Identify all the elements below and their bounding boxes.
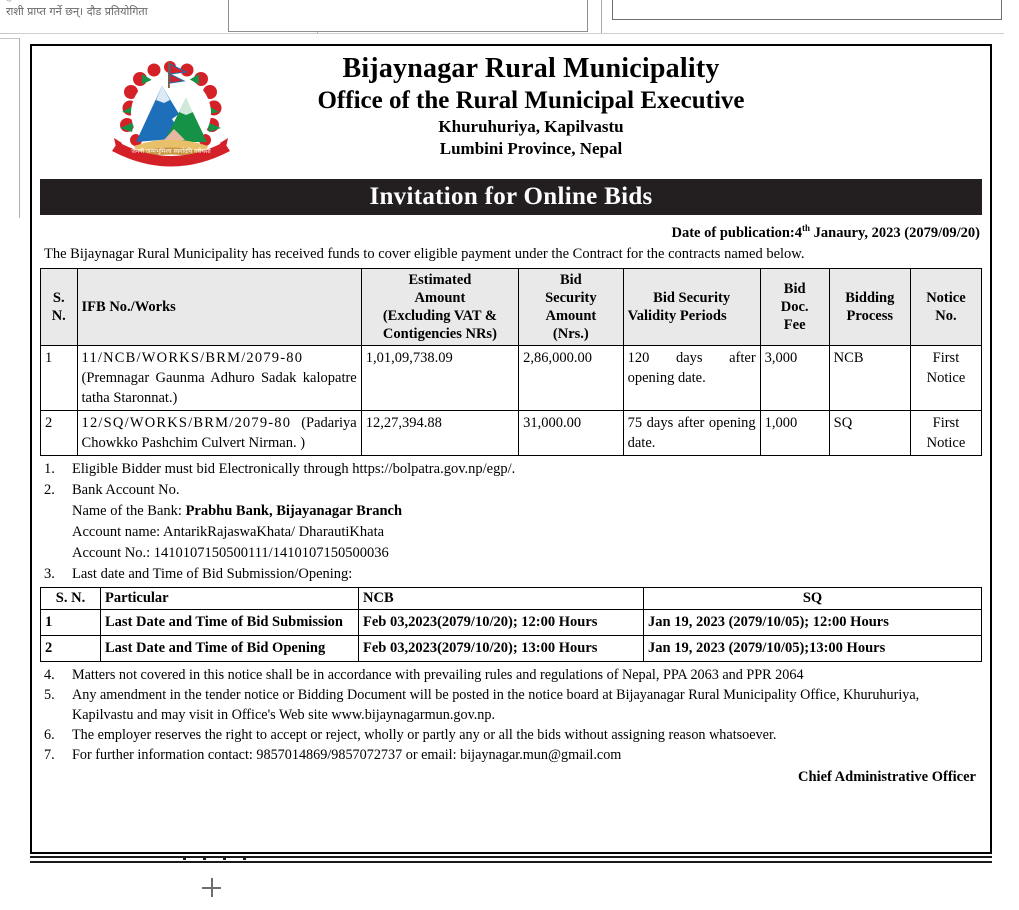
- bsa-l4: (Nrs.): [552, 325, 589, 342]
- bid-notice-document: [30, 44, 992, 854]
- newspaper-middle-empty-box: [228, 0, 588, 32]
- col-header-sn: [41, 268, 78, 345]
- list-item-number: 7.: [44, 746, 55, 763]
- list-item-text: Last date and Time of Bid Submission/Opening:: [72, 565, 353, 582]
- cell-ifb-code: 11/NCB/WORKS/BRM/2079-80: [81, 349, 304, 366]
- col-header-validity-text: Bid Security Validity Periods: [627, 289, 731, 324]
- organization-name: Bijaynagar Rural Municipality: [342, 53, 720, 84]
- table-row: [41, 410, 982, 455]
- col-header-notice-no: [910, 268, 981, 345]
- notice-header: [40, 52, 982, 177]
- schedule-col-header-particular: Particular: [101, 587, 359, 609]
- publication-date: [40, 219, 982, 243]
- cell-doc-fee: 1,000: [760, 410, 829, 455]
- schedule-col-header-sq: SQ: [644, 587, 982, 609]
- list-item-text: Matters not covered in this notice shall be in accordance with prevailing rules and regulations of Nepal, PPA 2063 and PPR 2064: [72, 666, 804, 683]
- fee-l2: Doc.: [780, 298, 809, 315]
- scanned-page-fragments: [0, 0, 1019, 34]
- schedule-table-header-row: [41, 587, 982, 609]
- bsa-l2: Security: [545, 289, 597, 306]
- est-l4: Contigencies NRs): [382, 325, 497, 342]
- intro-paragraph: The Bijaynagar Rural Municipality has received funds to cover eligible payment under the Contract for the contracts named below.: [44, 245, 805, 262]
- notice-list-bottom: [40, 665, 982, 765]
- bank-name-line: [72, 501, 982, 522]
- cell-bid-security-amount: 31,000.00: [519, 410, 624, 455]
- table-row: [41, 345, 982, 410]
- col-header-sn-text: S. N.: [51, 289, 66, 324]
- office-name: Office of the Rural Municipal Executive: [317, 87, 745, 114]
- list-item-text: For further information contact: 9857014869/9857072737 or email: bijaynagar.mun@gmail.com: [72, 746, 622, 763]
- table-row: [41, 635, 982, 661]
- works-table-header-row: [41, 268, 982, 345]
- newspaper-contact-box: [612, 0, 1002, 20]
- col-header-doc-fee: [760, 268, 829, 345]
- cell-doc-fee: 3,000: [760, 345, 829, 410]
- cell-ifb-code: 12/SQ/WORKS/BRM/2079-80: [81, 414, 292, 431]
- list-item-number: 1.: [44, 460, 55, 477]
- address-line-1: Khuruhuriya, Kapilvastu: [438, 117, 624, 136]
- schedule-cell-sn: 1: [41, 609, 101, 635]
- newspaper-column-rule: [601, 0, 602, 34]
- est-l2: Amount: [414, 289, 466, 306]
- publication-date-label: Date of publication:4: [671, 224, 802, 241]
- crop-rule-bottom: [30, 861, 992, 863]
- newspaper-left-line2: राशी प्राप्त गर्ने छन्। दौड प्रतियोगिता: [6, 5, 148, 18]
- cell-validity: 75 days after opening date.: [623, 410, 760, 455]
- list-item: [40, 725, 982, 745]
- cell-bid-security-amount: 2,86,000.00: [519, 345, 624, 410]
- crop-dot-row: [183, 857, 263, 861]
- cell-bidding-process: NCB: [829, 345, 910, 410]
- list-item: [40, 745, 982, 765]
- not-l1: Notice: [926, 289, 966, 306]
- cell-ifb-desc: (Premnagar Gaunma Adhuro Sadak kalopatre tatha Staronnat.): [81, 369, 357, 406]
- bsa-l3: Amount: [545, 307, 597, 324]
- bank-name-value: Prabhu Bank, Bijayanagar Branch: [185, 502, 403, 519]
- cell-validity: 120 days after opening date.: [623, 345, 760, 410]
- schedule-cell-ncb: Feb 03,2023(2079/10/20); 12:00 Hours: [359, 609, 644, 635]
- cell-ifb: [77, 345, 361, 410]
- notice-title-banner: Invitation for Online Bids: [40, 179, 982, 215]
- col-header-bid-security-amount: [519, 268, 624, 345]
- newspaper-bottom-rule: [14, 33, 1004, 34]
- newspaper-left-margin-box: [0, 38, 20, 218]
- cell-notice-no: First Notice: [910, 410, 981, 455]
- not-l2: No.: [935, 307, 957, 324]
- signature-line: Chief Administrative Officer: [798, 768, 976, 785]
- col-header-bidding-process: [829, 268, 910, 345]
- col-header-estimated-amount: [361, 268, 518, 345]
- cell-ifb-desc: (Padariya Chowkko Pashchim Culvert Nirman. ): [81, 414, 357, 451]
- est-l1: Estimated: [408, 271, 472, 288]
- list-item-number: 6.: [44, 726, 55, 743]
- schedule-cell-sq: Jan 19, 2023 (2079/10/05);13:00 Hours: [644, 635, 982, 661]
- proc-l1: Bidding: [845, 289, 895, 306]
- col-header-ifb: IFB No./Works: [77, 268, 361, 345]
- works-table: [40, 268, 982, 456]
- proc-l2: Process: [846, 307, 893, 324]
- cell-notice-no: First Notice: [910, 345, 981, 410]
- cell-sn: 2: [41, 410, 78, 455]
- cell-ifb: [77, 410, 361, 455]
- list-item: [40, 480, 982, 564]
- list-item-text: Any amendment in the tender notice or Bidding Document will be posted in the notice board at Bijayanagar Rural Municipality Office, Khuruhuriya, Kapilvastu and may visit in Office's Web site www.bijaynagarmun.gov.np.: [72, 686, 920, 723]
- list-item-text: The employer reserves the right to accept or reject, wholly or partly any or all the bids without assigning reason whatsoever.: [72, 726, 777, 743]
- schedule-col-header-ncb: NCB: [359, 587, 644, 609]
- bank-name-label: Name of the Bank:: [72, 502, 186, 519]
- schedule-cell-particular: Last Date and Time of Bid Submission: [101, 609, 359, 635]
- list-item-number: 4.: [44, 666, 55, 683]
- col-header-validity: [623, 268, 760, 345]
- list-item-number: 5.: [44, 686, 55, 703]
- cell-bidding-process: SQ: [829, 410, 910, 455]
- crop-rule-top: [30, 856, 992, 858]
- fee-l3: Fee: [783, 316, 806, 333]
- est-l3: (Excluding VAT &: [382, 307, 497, 324]
- list-item: [40, 685, 982, 725]
- account-number-line: Account No.: 1410107150500111/1410107150500036: [72, 544, 389, 561]
- list-item-number: 2.: [44, 481, 55, 498]
- list-item: [40, 665, 982, 685]
- list-item-text: Eligible Bidder must bid Electronically through https://bolpatra.gov.np/egp/.: [72, 460, 516, 477]
- cell-sn: 1: [41, 345, 78, 410]
- schedule-cell-sn: 2: [41, 635, 101, 661]
- svg-text:जननी जन्मभूमिश्च स्वर्गादपि गर: जननी जन्मभूमिश्च स्वर्गादपि गरीयसी: [131, 148, 211, 155]
- schedule-col-header-sn: S. N.: [41, 587, 101, 609]
- address-line-2: Lumbini Province, Nepal: [439, 139, 623, 158]
- schedule-cell-sq: Jan 19, 2023 (2079/10/05); 12:00 Hours: [644, 609, 982, 635]
- list-item: [40, 564, 982, 585]
- print-crop-marks: [0, 856, 1019, 910]
- account-name-line: Account name: AntarikRajaswaKhata/ DharautiKhata: [72, 523, 385, 540]
- cell-estimated-amount: 12,27,394.88: [361, 410, 518, 455]
- bsa-l1: Bid: [559, 271, 582, 288]
- registration-mark: [202, 878, 221, 897]
- list-item-number: 3.: [44, 565, 55, 582]
- table-row: [41, 609, 982, 635]
- list-item-text: Bank Account No.: [72, 481, 180, 498]
- publication-date-ordinal: th: [802, 223, 811, 233]
- notice-list-top: [40, 459, 982, 585]
- publication-date-rest: Janaury, 2023 (2079/09/20): [810, 224, 980, 241]
- cell-estimated-amount: 1,01,09,738.09: [361, 345, 518, 410]
- nepal-government-emblem-icon: [106, 56, 236, 174]
- schedule-cell-ncb: Feb 03,2023(2079/10/20); 13:00 Hours: [359, 635, 644, 661]
- fee-l1: Bid: [783, 280, 806, 297]
- list-item: [40, 459, 982, 480]
- schedule-table: [40, 587, 982, 662]
- schedule-cell-particular: Last Date and Time of Bid Opening: [101, 635, 359, 661]
